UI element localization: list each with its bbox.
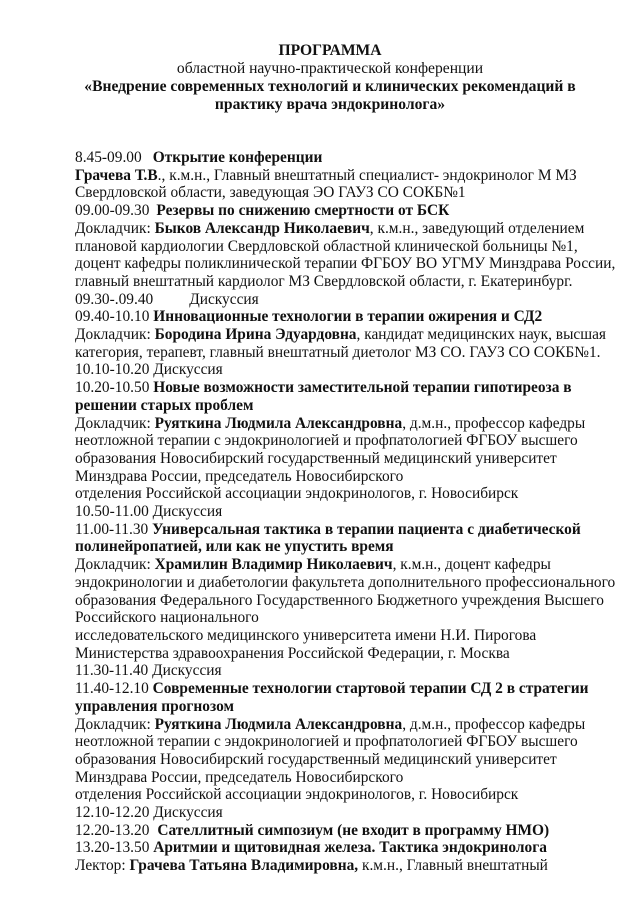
- session-title: Открытие конференции: [152, 149, 323, 166]
- session-time: 13.20-13.50: [75, 839, 150, 857]
- discussion-item: [75, 804, 635, 822]
- program-subtitle: областной научно-практической конференции: [176, 60, 484, 77]
- speaker-role: Докладчик:: [75, 219, 155, 237]
- session-item: [75, 379, 635, 397]
- session-title: Сателлитный симпозиум (не входит в программу НМО): [157, 821, 550, 839]
- session-title: решении старых проблем: [75, 396, 254, 414]
- session-title: Резервы по снижению смертности от БСК: [156, 202, 450, 220]
- speaker-info: образования Новосибирский государственный медицинский университет: [75, 449, 557, 467]
- speaker-info: эндокринологии и диабетологии факультета дополнительного профессионального: [75, 573, 616, 591]
- discussion-label: Дискуссия: [152, 662, 222, 680]
- speaker-role: Докладчик:: [75, 715, 155, 733]
- speaker-line: [75, 167, 635, 185]
- speaker-name: Грачева Татьяна Владимировна,: [129, 857, 359, 875]
- discussion-item: [75, 662, 635, 680]
- session-time: 11.00-11.30: [75, 520, 149, 538]
- speaker-info: к.м.н., Главный внештатный: [358, 857, 548, 875]
- discussion-item: [75, 503, 635, 521]
- speaker-info: , кандидат медицинских наук, высшая: [356, 326, 607, 344]
- speaker-info: образования Федерального Государственного Бюджетного учреждения Высшего: [75, 591, 604, 609]
- speaker-info: , к.м.н., заведующий отделением: [369, 219, 585, 237]
- speaker-name: Руяткина Людмила Александровна: [154, 414, 403, 432]
- session-opening: [75, 149, 635, 167]
- session-item: [75, 202, 635, 220]
- speaker-info: Свердловской области, заведующая ЭО ГАУЗ СО СОКБ№1: [75, 184, 466, 202]
- speaker-info: исследовательского медицинского университета имени Н.И. Пирогова: [75, 626, 537, 644]
- discussion-label: Дискуссия: [189, 290, 259, 308]
- session-item: [75, 822, 635, 840]
- discussion-time: 12.10-12.20: [75, 804, 150, 822]
- speaker-info: главный внештатный кардиолог МЗ Свердловской области, г. Екатеринбург.: [75, 272, 573, 290]
- speaker-line: [75, 716, 635, 734]
- speaker-line: [75, 415, 635, 433]
- program-header: [60, 42, 600, 114]
- discussion-label: Дискуссия: [152, 503, 223, 521]
- discussion-item: [75, 291, 635, 309]
- session-item: [75, 680, 635, 698]
- session-title: Универсальная тактика в терапии пациента с диабетической: [152, 520, 581, 538]
- speaker-info: , д.м.н., профессор кафедры: [402, 715, 586, 733]
- discussion-label: Дискуссия: [153, 804, 223, 822]
- discussion-time: 11.30-11.40: [75, 662, 149, 680]
- speaker-name: Храмилин Владимир Николаевич: [154, 556, 393, 574]
- discussion-item: [75, 361, 635, 379]
- conference-title-line1: «Внедрение современных технологий и клинических рекомендаций в: [84, 78, 576, 95]
- session-title-cont: [75, 397, 635, 415]
- speaker-info: , к.м.н., доцент кафедры: [392, 556, 551, 574]
- discussion-time: 10.10-10.20: [75, 361, 150, 379]
- session-time: 12.20-13.20: [75, 821, 150, 839]
- session-item: [75, 839, 635, 857]
- speaker-info: отделения Российской ассоциации эндокринологов, г. Новосибирск: [75, 485, 519, 503]
- speaker-info: , д.м.н., профессор кафедры: [402, 414, 586, 432]
- speaker-info: Минздрава России, председатель Новосибирского: [75, 768, 404, 786]
- session-title: управления прогнозом: [75, 697, 234, 715]
- speaker-role: Лектор:: [75, 857, 130, 875]
- session-title-cont: [75, 698, 635, 716]
- speaker-name: Бородина Ирина Эдуардовна: [154, 326, 357, 344]
- speaker-info: Минздрава России, председатель Новосибирского: [75, 467, 404, 485]
- speaker-info: плановой кардиологии Свердловской областной клинической больницы №1,: [75, 237, 578, 255]
- session-title: Инновационные технологии в терапии ожирения и СД2: [153, 308, 543, 326]
- speaker-line: [75, 556, 635, 574]
- speaker-name: Быков Александр Николаевич: [154, 219, 370, 237]
- session-item: [75, 308, 635, 326]
- speaker-line: [75, 326, 635, 344]
- discussion-time: 10.50-11.00: [75, 503, 149, 521]
- session-time: 10.20-10.50: [75, 379, 150, 397]
- session-title: полинейропатией, или как не упустить время: [75, 538, 394, 556]
- session-title: Аритмии и щитовидная железа. Тактика эндокринолога: [153, 839, 547, 857]
- conference-title-line2: практику врача эндокринолога»: [214, 96, 446, 113]
- session-time: 09.00-09.30: [75, 202, 150, 220]
- session-title: Современные технологии стартовой терапии СД 2 в стратегии: [152, 680, 589, 698]
- session-title-cont: [75, 538, 635, 556]
- speaker-line: [75, 857, 635, 875]
- speaker-info: доцент кафедры поликлинической терапии ФГБОУ ВО УГМУ Минздрава России,: [75, 255, 616, 273]
- speaker-info: категория, терапевт, главный внештатный диетолог МЗ СО. ГАУЗ СО СОКБ№1.: [75, 343, 601, 361]
- speaker-info: Российского национального: [75, 609, 259, 627]
- speaker-name: Грачева Т.В: [75, 166, 158, 184]
- speaker-info: неотложной терапии с эндокринологией и профпатологией ФГБОУ высшего: [75, 432, 578, 450]
- speaker-name: Руяткина Людмила Александровна: [154, 715, 403, 733]
- speaker-role: Докладчик:: [75, 556, 155, 574]
- session-time: 11.40-12.10: [75, 680, 149, 698]
- speaker-role: Докладчик:: [75, 414, 155, 432]
- discussion-label: Дискуссия: [153, 361, 223, 379]
- speaker-info: неотложной терапии с эндокринологией и профпатологией ФГБОУ высшего: [75, 733, 578, 751]
- session-time: 09.40-10.10: [75, 308, 150, 326]
- speaker-info: образования Новосибирский государственный медицинский университет: [75, 750, 557, 768]
- program-body: [75, 149, 635, 875]
- speaker-line: [75, 220, 635, 238]
- session-title: Новые возможности заместительной терапии гипотиреоза в: [153, 379, 572, 397]
- speaker-info: Министерства здравоохранения Российской Федерации, г. Москва: [75, 644, 510, 662]
- speaker-info: отделения Российской ассоциации эндокринологов, г. Новосибирск: [75, 786, 519, 804]
- session-time: 8.45-09.00: [75, 149, 142, 166]
- speaker-role: Докладчик:: [75, 326, 155, 344]
- session-item: [75, 521, 635, 539]
- speaker-info: ., к.м.н., Главный внештатный специалист- эндокринолог М МЗ: [157, 166, 577, 184]
- program-title: ПРОГРАММА: [278, 42, 382, 59]
- discussion-time: 09.30-.09.40: [75, 290, 154, 308]
